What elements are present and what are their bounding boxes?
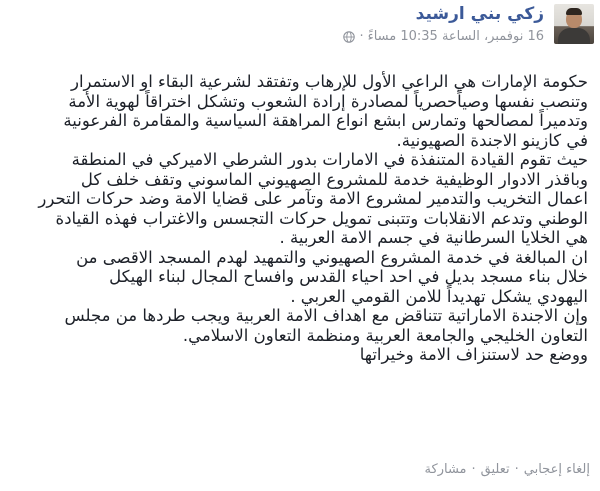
post-line: اعمال التخريب والتدمير لمشروع الامة وتآمر على قضايا الامة وضد حركات التحرر (38, 189, 588, 208)
avatar-shoulders (558, 28, 590, 44)
post-line: ان المبالغة في خدمة المشروع الصهيوني والتمهيد لهدم المسجد الاقصى من (76, 247, 588, 267)
post-line: اليهودي يشكل تهديداً للامن القومي العربي . (290, 286, 588, 306)
share-link[interactable]: مشاركة (424, 462, 467, 477)
author-avatar[interactable] (554, 4, 594, 44)
post-timestamp[interactable]: 16 نوفمبر، الساعة 10:35 مساءً (367, 29, 544, 44)
post-line: حكومة الإمارات هي الراعي الأول للإرهاب وتفتقد لشرعية البقاء او الاستمرار (70, 72, 588, 91)
meta-separator: · (359, 29, 364, 44)
post-line: في كازينو الاجندة الصهيونية. (396, 130, 588, 150)
comment-link[interactable]: تعليق (480, 462, 510, 477)
post-line: الوطني وتدعم الانقلابات وتتبنى تمويل حركات التجسس والاغتراب فهذه القيادة (55, 208, 588, 228)
post-line: خلال بناء مسجد بديل في احد احياء القدس وافساح المجال لبناء الهيكل (109, 267, 588, 286)
post-meta (343, 29, 544, 44)
post-line: التعاون الخليجي والجامعة العربية ومنظمة التعاون الاسلامي. (182, 325, 588, 345)
action-separator: · (471, 462, 476, 477)
post-line: حيث تقوم القيادة المتنفذة في الامارات بدور الشرطي الاميركي في المنطقة (71, 150, 588, 169)
post-line: هي الخلايا السرطانية في جسم الامة العربية . (279, 228, 588, 247)
post-line: وإن الاجندة الاماراتية تتناقض مع اهداف الامة العربية ويجب طردها من مجلس (64, 306, 588, 325)
author-name-link[interactable]: زكي بني ارشيد (415, 4, 544, 24)
globe-icon[interactable] (343, 31, 355, 43)
post-body (8, 72, 588, 365)
post-line: وباقذر الادوار الوظيفية خدمة للمشروع الصهيوني الماسوني وتقف خلف كل (80, 169, 588, 189)
unlike-link[interactable]: إلغاء إعجابي (523, 462, 590, 477)
post-actions (425, 462, 590, 477)
avatar-hair (566, 8, 582, 15)
action-separator: · (514, 462, 519, 477)
post-line: ووضع حد لاستنزاف الامة وخيراتها (359, 345, 588, 364)
post-line: وتنصب نفسها وصياًحصرياً لمصادرة إرادة الشعوب وتشكل اختراقاً لهوية الأمة (68, 91, 588, 111)
post-line: وتدميراً لمصالحها وتمارس ابشع انواع المراهقة السياسية والمقامرة الفرعونية (63, 111, 588, 130)
